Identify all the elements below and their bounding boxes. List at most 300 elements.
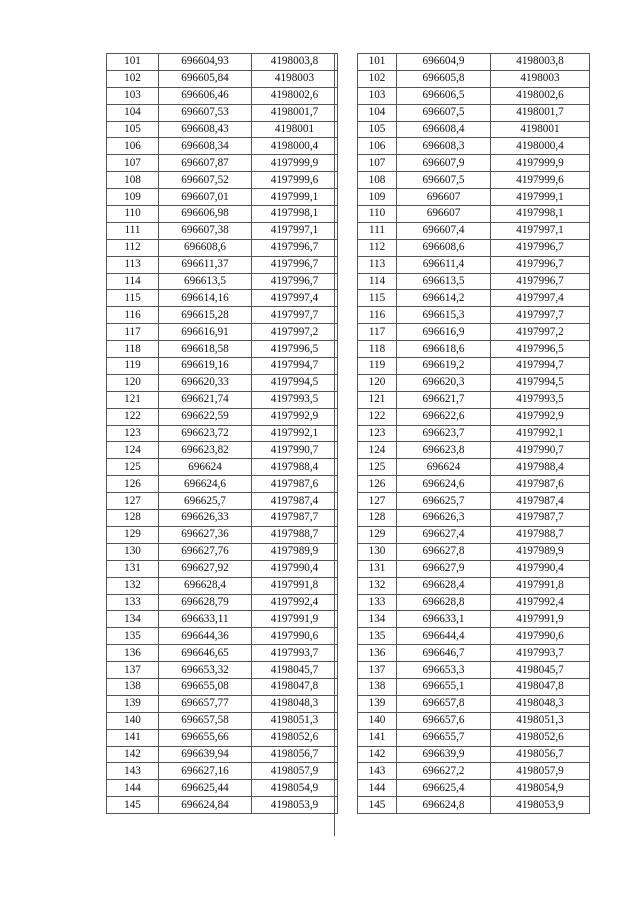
point-number-cell: 126 xyxy=(107,476,159,493)
left-table-row xyxy=(107,425,338,442)
right-table-row xyxy=(358,206,590,223)
y-coordinate-cell: 4197997,4 xyxy=(252,290,338,307)
x-coordinate-cell: 696623,7 xyxy=(397,425,491,442)
x-coordinate-cell: 696633,11 xyxy=(159,611,252,628)
x-coordinate-cell: 696627,16 xyxy=(159,763,252,780)
table-gap-divider xyxy=(334,53,335,836)
y-coordinate-cell: 4197988,4 xyxy=(252,459,338,476)
y-coordinate-cell: 4197996,7 xyxy=(491,239,590,256)
point-number-cell: 118 xyxy=(358,341,397,358)
x-coordinate-cell: 696655,66 xyxy=(159,729,252,746)
right-table-row xyxy=(358,746,590,763)
left-table-row xyxy=(107,526,338,543)
x-coordinate-cell: 696607,01 xyxy=(159,189,252,206)
left-coordinate-table-wrapper xyxy=(106,53,338,814)
point-number-cell: 110 xyxy=(358,206,397,223)
y-coordinate-cell: 4198053,9 xyxy=(252,797,338,814)
right-table-row xyxy=(358,54,590,71)
y-coordinate-cell: 4197998,1 xyxy=(491,206,590,223)
y-coordinate-cell: 4197990,4 xyxy=(491,560,590,577)
x-coordinate-cell: 696625,4 xyxy=(397,780,491,797)
x-coordinate-cell: 696622,59 xyxy=(159,408,252,425)
point-number-cell: 143 xyxy=(358,763,397,780)
y-coordinate-cell: 4198045,7 xyxy=(252,662,338,679)
x-coordinate-cell: 696653,3 xyxy=(397,662,491,679)
y-coordinate-cell: 4198051,3 xyxy=(491,712,590,729)
left-table-row xyxy=(107,493,338,510)
left-table-row xyxy=(107,628,338,645)
y-coordinate-cell: 4197992,9 xyxy=(491,408,590,425)
y-coordinate-cell: 4197999,6 xyxy=(491,172,590,189)
x-coordinate-cell: 696613,5 xyxy=(159,273,252,290)
right-table-row xyxy=(358,459,590,476)
point-number-cell: 103 xyxy=(358,87,397,104)
y-coordinate-cell: 4198054,9 xyxy=(252,780,338,797)
y-coordinate-cell: 4198001,7 xyxy=(252,104,338,121)
y-coordinate-cell: 4198048,3 xyxy=(252,695,338,712)
point-number-cell: 117 xyxy=(107,324,159,341)
right-table-row xyxy=(358,222,590,239)
x-coordinate-cell: 696625,7 xyxy=(397,493,491,510)
x-coordinate-cell: 696605,84 xyxy=(159,70,252,87)
x-coordinate-cell: 696624 xyxy=(159,459,252,476)
y-coordinate-cell: 4197996,7 xyxy=(491,256,590,273)
x-coordinate-cell: 696626,3 xyxy=(397,510,491,527)
right-table-row xyxy=(358,341,590,358)
y-coordinate-cell: 4197993,7 xyxy=(252,645,338,662)
left-table-row xyxy=(107,510,338,527)
right-table-row xyxy=(358,729,590,746)
y-coordinate-cell: 4198056,7 xyxy=(491,746,590,763)
point-number-cell: 121 xyxy=(107,391,159,408)
right-coordinate-table-wrapper xyxy=(357,53,590,814)
x-coordinate-cell: 696607 xyxy=(397,206,491,223)
left-table-row xyxy=(107,577,338,594)
left-table-row xyxy=(107,104,338,121)
left-table-row xyxy=(107,662,338,679)
x-coordinate-cell: 696619,16 xyxy=(159,358,252,375)
y-coordinate-cell: 4197994,5 xyxy=(491,374,590,391)
y-coordinate-cell: 4197993,7 xyxy=(491,645,590,662)
y-coordinate-cell: 4198056,7 xyxy=(252,746,338,763)
left-table-row xyxy=(107,70,338,87)
point-number-cell: 130 xyxy=(107,543,159,560)
x-coordinate-cell: 696633,1 xyxy=(397,611,491,628)
point-number-cell: 111 xyxy=(107,222,159,239)
x-coordinate-cell: 696608,3 xyxy=(397,138,491,155)
right-table-row xyxy=(358,493,590,510)
point-number-cell: 120 xyxy=(107,374,159,391)
x-coordinate-cell: 696607,9 xyxy=(397,155,491,172)
point-number-cell: 110 xyxy=(107,206,159,223)
right-table-row xyxy=(358,391,590,408)
point-number-cell: 127 xyxy=(358,493,397,510)
point-number-cell: 125 xyxy=(107,459,159,476)
x-coordinate-cell: 696655,7 xyxy=(397,729,491,746)
point-number-cell: 108 xyxy=(358,172,397,189)
right-table-row xyxy=(358,712,590,729)
y-coordinate-cell: 4197991,8 xyxy=(252,577,338,594)
y-coordinate-cell: 4197999,9 xyxy=(491,155,590,172)
point-number-cell: 129 xyxy=(358,526,397,543)
point-number-cell: 125 xyxy=(358,459,397,476)
point-number-cell: 102 xyxy=(358,70,397,87)
point-number-cell: 134 xyxy=(107,611,159,628)
y-coordinate-cell: 4198003,8 xyxy=(491,54,590,71)
x-coordinate-cell: 696627,2 xyxy=(397,763,491,780)
right-table-row xyxy=(358,594,590,611)
y-coordinate-cell: 4197994,7 xyxy=(252,358,338,375)
point-number-cell: 142 xyxy=(107,746,159,763)
x-coordinate-cell: 696625,7 xyxy=(159,493,252,510)
y-coordinate-cell: 4197987,6 xyxy=(491,476,590,493)
right-table-row xyxy=(358,189,590,206)
x-coordinate-cell: 696657,6 xyxy=(397,712,491,729)
x-coordinate-cell: 696608,6 xyxy=(397,239,491,256)
x-coordinate-cell: 696653,32 xyxy=(159,662,252,679)
right-table-row xyxy=(358,662,590,679)
x-coordinate-cell: 696614,16 xyxy=(159,290,252,307)
x-coordinate-cell: 696646,65 xyxy=(159,645,252,662)
point-number-cell: 101 xyxy=(358,54,397,71)
point-number-cell: 126 xyxy=(358,476,397,493)
right-table-row xyxy=(358,425,590,442)
left-table-row xyxy=(107,155,338,172)
right-table-row xyxy=(358,104,590,121)
point-number-cell: 111 xyxy=(358,222,397,239)
right-table-row xyxy=(358,273,590,290)
point-number-cell: 102 xyxy=(107,70,159,87)
point-number-cell: 136 xyxy=(358,645,397,662)
y-coordinate-cell: 4197997,2 xyxy=(252,324,338,341)
y-coordinate-cell: 4197998,1 xyxy=(252,206,338,223)
x-coordinate-cell: 696627,4 xyxy=(397,526,491,543)
point-number-cell: 107 xyxy=(107,155,159,172)
x-coordinate-cell: 696607,53 xyxy=(159,104,252,121)
left-table-row xyxy=(107,290,338,307)
left-table-row xyxy=(107,273,338,290)
y-coordinate-cell: 4197996,7 xyxy=(252,273,338,290)
right-table-row xyxy=(358,780,590,797)
left-table-row xyxy=(107,358,338,375)
y-coordinate-cell: 4197999,6 xyxy=(252,172,338,189)
left-table-row xyxy=(107,324,338,341)
right-table-row xyxy=(358,797,590,814)
y-coordinate-cell: 4198052,6 xyxy=(252,729,338,746)
y-coordinate-cell: 4197997,2 xyxy=(491,324,590,341)
y-coordinate-cell: 4197989,9 xyxy=(491,543,590,560)
y-coordinate-cell: 4197992,4 xyxy=(491,594,590,611)
y-coordinate-cell: 4197993,5 xyxy=(491,391,590,408)
point-number-cell: 144 xyxy=(107,780,159,797)
y-coordinate-cell: 4197990,6 xyxy=(252,628,338,645)
right-table-row xyxy=(358,307,590,324)
left-table-row xyxy=(107,459,338,476)
x-coordinate-cell: 696657,58 xyxy=(159,712,252,729)
left-table-row xyxy=(107,172,338,189)
x-coordinate-cell: 696607 xyxy=(397,189,491,206)
x-coordinate-cell: 696623,72 xyxy=(159,425,252,442)
point-number-cell: 136 xyxy=(107,645,159,662)
point-number-cell: 119 xyxy=(358,358,397,375)
x-coordinate-cell: 696607,5 xyxy=(397,104,491,121)
y-coordinate-cell: 4197990,6 xyxy=(491,628,590,645)
left-table-row xyxy=(107,797,338,814)
right-table-row xyxy=(358,560,590,577)
right-table-row xyxy=(358,695,590,712)
left-table-row xyxy=(107,307,338,324)
point-number-cell: 132 xyxy=(358,577,397,594)
point-number-cell: 123 xyxy=(107,425,159,442)
x-coordinate-cell: 696624,6 xyxy=(397,476,491,493)
x-coordinate-cell: 696644,4 xyxy=(397,628,491,645)
x-coordinate-cell: 696607,52 xyxy=(159,172,252,189)
left-table-row xyxy=(107,121,338,138)
x-coordinate-cell: 696621,7 xyxy=(397,391,491,408)
right-table-row xyxy=(358,577,590,594)
point-number-cell: 135 xyxy=(358,628,397,645)
point-number-cell: 124 xyxy=(358,442,397,459)
right-table-row xyxy=(358,358,590,375)
left-table-row xyxy=(107,341,338,358)
x-coordinate-cell: 696646,7 xyxy=(397,645,491,662)
y-coordinate-cell: 4197997,7 xyxy=(252,307,338,324)
y-coordinate-cell: 4198003 xyxy=(252,70,338,87)
point-number-cell: 114 xyxy=(107,273,159,290)
right-table-row xyxy=(358,324,590,341)
left-table-row xyxy=(107,780,338,797)
point-number-cell: 113 xyxy=(107,256,159,273)
point-number-cell: 127 xyxy=(107,493,159,510)
right-table-row xyxy=(358,121,590,138)
y-coordinate-cell: 4197988,7 xyxy=(491,526,590,543)
point-number-cell: 105 xyxy=(358,121,397,138)
y-coordinate-cell: 4197991,9 xyxy=(252,611,338,628)
y-coordinate-cell: 4198045,7 xyxy=(491,662,590,679)
y-coordinate-cell: 4197996,5 xyxy=(491,341,590,358)
y-coordinate-cell: 4197999,9 xyxy=(252,155,338,172)
point-number-cell: 107 xyxy=(358,155,397,172)
x-coordinate-cell: 696623,8 xyxy=(397,442,491,459)
point-number-cell: 132 xyxy=(107,577,159,594)
x-coordinate-cell: 696613,5 xyxy=(397,273,491,290)
point-number-cell: 137 xyxy=(358,662,397,679)
point-number-cell: 145 xyxy=(107,797,159,814)
x-coordinate-cell: 696628,79 xyxy=(159,594,252,611)
x-coordinate-cell: 696620,3 xyxy=(397,374,491,391)
left-table-row xyxy=(107,560,338,577)
y-coordinate-cell: 4198053,9 xyxy=(491,797,590,814)
x-coordinate-cell: 696607,38 xyxy=(159,222,252,239)
right-table-row xyxy=(358,408,590,425)
x-coordinate-cell: 696614,2 xyxy=(397,290,491,307)
right-table-row xyxy=(358,374,590,391)
y-coordinate-cell: 4197997,1 xyxy=(252,222,338,239)
y-coordinate-cell: 4197987,4 xyxy=(252,493,338,510)
y-coordinate-cell: 4198047,8 xyxy=(252,678,338,695)
x-coordinate-cell: 696627,76 xyxy=(159,543,252,560)
x-coordinate-cell: 696606,98 xyxy=(159,206,252,223)
point-number-cell: 101 xyxy=(107,54,159,71)
x-coordinate-cell: 696627,36 xyxy=(159,526,252,543)
point-number-cell: 144 xyxy=(358,780,397,797)
y-coordinate-cell: 4197988,7 xyxy=(252,526,338,543)
right-table-row xyxy=(358,526,590,543)
y-coordinate-cell: 4198000,4 xyxy=(491,138,590,155)
right-table-row xyxy=(358,611,590,628)
right-table-row xyxy=(358,678,590,695)
point-number-cell: 129 xyxy=(107,526,159,543)
y-coordinate-cell: 4197996,7 xyxy=(252,239,338,256)
point-number-cell: 109 xyxy=(358,189,397,206)
point-number-cell: 122 xyxy=(107,408,159,425)
x-coordinate-cell: 696624,84 xyxy=(159,797,252,814)
y-coordinate-cell: 4197997,7 xyxy=(491,307,590,324)
y-coordinate-cell: 4197999,1 xyxy=(252,189,338,206)
left-table-row xyxy=(107,408,338,425)
point-number-cell: 116 xyxy=(107,307,159,324)
y-coordinate-cell: 4197987,6 xyxy=(252,476,338,493)
point-number-cell: 109 xyxy=(107,189,159,206)
x-coordinate-cell: 696608,43 xyxy=(159,121,252,138)
x-coordinate-cell: 696607,87 xyxy=(159,155,252,172)
point-number-cell: 138 xyxy=(358,678,397,695)
point-number-cell: 142 xyxy=(358,746,397,763)
point-number-cell: 133 xyxy=(107,594,159,611)
point-number-cell: 130 xyxy=(358,543,397,560)
left-table-row xyxy=(107,678,338,695)
right-table-row xyxy=(358,763,590,780)
point-number-cell: 135 xyxy=(107,628,159,645)
right-table-row xyxy=(358,138,590,155)
point-number-cell: 128 xyxy=(358,510,397,527)
left-table-row xyxy=(107,239,338,256)
y-coordinate-cell: 4197994,7 xyxy=(491,358,590,375)
left-table-row xyxy=(107,712,338,729)
x-coordinate-cell: 696615,28 xyxy=(159,307,252,324)
right-coordinate-table xyxy=(357,53,590,814)
y-coordinate-cell: 4197996,5 xyxy=(252,341,338,358)
y-coordinate-cell: 4198051,3 xyxy=(252,712,338,729)
point-number-cell: 131 xyxy=(107,560,159,577)
y-coordinate-cell: 4197991,9 xyxy=(491,611,590,628)
x-coordinate-cell: 696624,8 xyxy=(397,797,491,814)
point-number-cell: 131 xyxy=(358,560,397,577)
x-coordinate-cell: 696627,92 xyxy=(159,560,252,577)
y-coordinate-cell: 4197990,4 xyxy=(252,560,338,577)
left-table-row xyxy=(107,374,338,391)
right-table-row xyxy=(358,543,590,560)
y-coordinate-cell: 4197992,4 xyxy=(252,594,338,611)
left-table-row xyxy=(107,54,338,71)
x-coordinate-cell: 696655,08 xyxy=(159,678,252,695)
y-coordinate-cell: 4198003 xyxy=(491,70,590,87)
x-coordinate-cell: 696639,94 xyxy=(159,746,252,763)
x-coordinate-cell: 696626,33 xyxy=(159,510,252,527)
y-coordinate-cell: 4198052,6 xyxy=(491,729,590,746)
left-table-row xyxy=(107,746,338,763)
x-coordinate-cell: 696607,4 xyxy=(397,222,491,239)
x-coordinate-cell: 696628,8 xyxy=(397,594,491,611)
point-number-cell: 108 xyxy=(107,172,159,189)
y-coordinate-cell: 4198057,9 xyxy=(491,763,590,780)
y-coordinate-cell: 4197992,1 xyxy=(491,425,590,442)
x-coordinate-cell: 696618,58 xyxy=(159,341,252,358)
y-coordinate-cell: 4197990,7 xyxy=(252,442,338,459)
right-table-row xyxy=(358,172,590,189)
left-table-row xyxy=(107,695,338,712)
point-number-cell: 139 xyxy=(358,695,397,712)
y-coordinate-cell: 4198047,8 xyxy=(491,678,590,695)
point-number-cell: 104 xyxy=(358,104,397,121)
x-coordinate-cell: 696622,6 xyxy=(397,408,491,425)
point-number-cell: 104 xyxy=(107,104,159,121)
x-coordinate-cell: 696623,82 xyxy=(159,442,252,459)
point-number-cell: 116 xyxy=(358,307,397,324)
left-table-row xyxy=(107,189,338,206)
y-coordinate-cell: 4197991,8 xyxy=(491,577,590,594)
point-number-cell: 143 xyxy=(107,763,159,780)
left-table-body xyxy=(107,54,338,814)
y-coordinate-cell: 4197988,4 xyxy=(491,459,590,476)
y-coordinate-cell: 4197993,5 xyxy=(252,391,338,408)
x-coordinate-cell: 696604,93 xyxy=(159,54,252,71)
x-coordinate-cell: 696616,9 xyxy=(397,324,491,341)
y-coordinate-cell: 4197992,9 xyxy=(252,408,338,425)
x-coordinate-cell: 696608,34 xyxy=(159,138,252,155)
y-coordinate-cell: 4198001,7 xyxy=(491,104,590,121)
left-table-row xyxy=(107,763,338,780)
x-coordinate-cell: 696657,8 xyxy=(397,695,491,712)
point-number-cell: 138 xyxy=(107,678,159,695)
right-table-row xyxy=(358,510,590,527)
point-number-cell: 115 xyxy=(358,290,397,307)
point-number-cell: 118 xyxy=(107,341,159,358)
x-coordinate-cell: 696627,9 xyxy=(397,560,491,577)
point-number-cell: 133 xyxy=(358,594,397,611)
right-table-row xyxy=(358,256,590,273)
y-coordinate-cell: 4197999,1 xyxy=(491,189,590,206)
left-table-row xyxy=(107,256,338,273)
point-number-cell: 117 xyxy=(358,324,397,341)
point-number-cell: 112 xyxy=(107,239,159,256)
x-coordinate-cell: 696627,8 xyxy=(397,543,491,560)
point-number-cell: 122 xyxy=(358,408,397,425)
y-coordinate-cell: 4197994,5 xyxy=(252,374,338,391)
x-coordinate-cell: 696606,5 xyxy=(397,87,491,104)
y-coordinate-cell: 4197997,1 xyxy=(491,222,590,239)
x-coordinate-cell: 696611,37 xyxy=(159,256,252,273)
point-number-cell: 145 xyxy=(358,797,397,814)
point-number-cell: 123 xyxy=(358,425,397,442)
x-coordinate-cell: 696639,9 xyxy=(397,746,491,763)
point-number-cell: 140 xyxy=(358,712,397,729)
right-table-row xyxy=(358,476,590,493)
right-table-row xyxy=(358,290,590,307)
x-coordinate-cell: 696615,3 xyxy=(397,307,491,324)
left-table-row xyxy=(107,222,338,239)
point-number-cell: 119 xyxy=(107,358,159,375)
point-number-cell: 124 xyxy=(107,442,159,459)
left-table-row xyxy=(107,645,338,662)
x-coordinate-cell: 696628,4 xyxy=(397,577,491,594)
x-coordinate-cell: 696608,6 xyxy=(159,239,252,256)
y-coordinate-cell: 4197987,4 xyxy=(491,493,590,510)
right-table-row xyxy=(358,442,590,459)
x-coordinate-cell: 696611,4 xyxy=(397,256,491,273)
y-coordinate-cell: 4197996,7 xyxy=(252,256,338,273)
point-number-cell: 134 xyxy=(358,611,397,628)
